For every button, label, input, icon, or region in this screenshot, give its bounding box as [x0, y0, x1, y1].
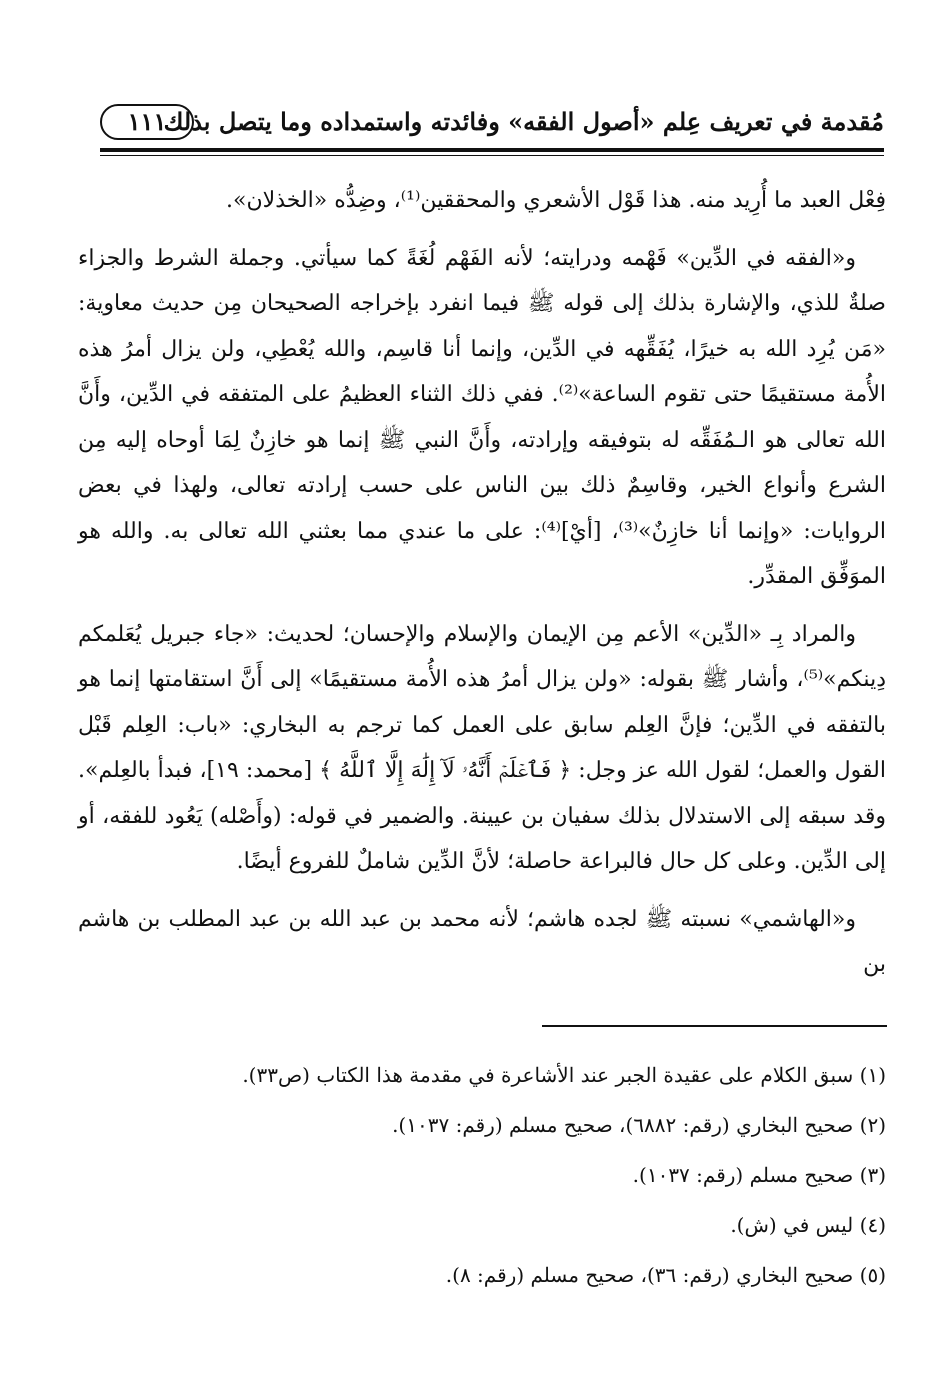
- main-text: [78, 178, 886, 1000]
- footnote-item: (١) سبق الكلام على عقيدة الجبر عند الأشاعرة في مقدمة هذا الكتاب (ص٣٣).: [242, 1063, 886, 1087]
- header-rule-thin: [100, 155, 884, 156]
- footnote-item: (٥) صحيح البخاري (رقم: ٣٦)، صحيح مسلم (رقم: ٨).: [445, 1263, 886, 1287]
- footnotes: [78, 1050, 886, 1300]
- page-number-badge: ١١١: [100, 104, 194, 140]
- footnote-item: (٢) صحيح البخاري (رقم: ٦٨٨٢)، صحيح مسلم (رقم: ١٠٣٧).: [392, 1113, 886, 1137]
- paragraph: و«الهاشمي» نسبته ﷺ لجده هاشم؛ لأنه محمد بن عبد الله بن عبد المطلب بن هاشم بن: [78, 906, 886, 977]
- footnote-item: (٤) ليس في (ش).: [730, 1213, 886, 1237]
- footnote-item: (٣) صحيح مسلم (رقم: ١٠٣٧).: [632, 1163, 886, 1187]
- header-rule-thick: [100, 148, 884, 152]
- paragraph: و«الفقه في الدِّين» فَهْمه ودرايته؛ لأنه الفَهْم لُغَةً كما سيأتي. وجملة الشرط والجزاء صلةٌ للذي، والإشارة بذلك إلى قوله ﷺ فيما انفرد بإخراجه الصحيحان مِن حديث معاوية: «مَن يُرِد الله به خيرًا، يُفَقِّهه في الدِّين، وإنما أنا قاسِم، والله يُعْطِي، ولن يزال أمرُ هذه الأُمة مستقيمًا حتى تقوم الساعة»⁽²⁾. ففي ذلك الثناء العظيمُ على المتفقه في الدِّين، وأَنَّ الله تعالى هو الـمُفَقِّه له بتوفيقه وإرادته، وأَنَّ النبي ﷺ إنما هو خازِنٌ لِمَا أوحاه إليه مِن الشرع وأنواع الخير، وقاسِمٌ ذلك بين الناس على حسب إرادته تعالى، ولهذا في بعض الروايات: «وإنما أنا خازِنٌ»⁽³⁾، [أيْ]⁽⁴⁾: على ما عندي مما بعثني الله تعالى به. والله هو الموَفِّق المقدِّر.: [78, 245, 886, 589]
- paragraph: فِعْل العبد ما أُرِيد منه. هذا قَوْل الأشعري والمحققين⁽¹⁾، وضِدُّه «الخذلان».: [226, 188, 886, 213]
- page-header: [100, 100, 884, 148]
- running-title: مُقدمة في تعريف عِلم «أصول الفقه» وفائدته واستمداده وما يتصل بذلك: [163, 107, 884, 136]
- footnote-separator: [542, 1025, 887, 1027]
- paragraph: والمراد بِـ «الدِّين» الأعم مِن الإيمان والإسلام والإحسان؛ لحديث: «جاء جبريل يُعَلمكم دِينكم»⁽⁵⁾، وأشار ﷺ بقوله: «ولن يزال أمرُ هذه الأُمة مستقيمًا» إلى أَنَّ استقامتها إنما هو بالتفقه في الدِّين؛ فإنَّ العِلم سابق على العمل كما ترجم به البخاري: «باب: العِلم قَبْل القول والعمل؛ لقول الله عز وجل: ﴿ فَٱعۡلَمۡ أَنَّهُۥ لَآ إِلَٰهَ إِلَّا ٱللَّهُ ﴾ [محمد: ١٩]، فبدأ بالعِلم». وقد سبقه إلى الاستدلال بذلك سفيان بن عيينة. والضمير في قوله: (وأَصْله) يَعُود للفقه، أو إلى الدِّين. وعلى كل حال فالبراعة حاصلة؛ لأنَّ الدِّين شاملٌ للفروع أيضًا.: [78, 621, 886, 874]
